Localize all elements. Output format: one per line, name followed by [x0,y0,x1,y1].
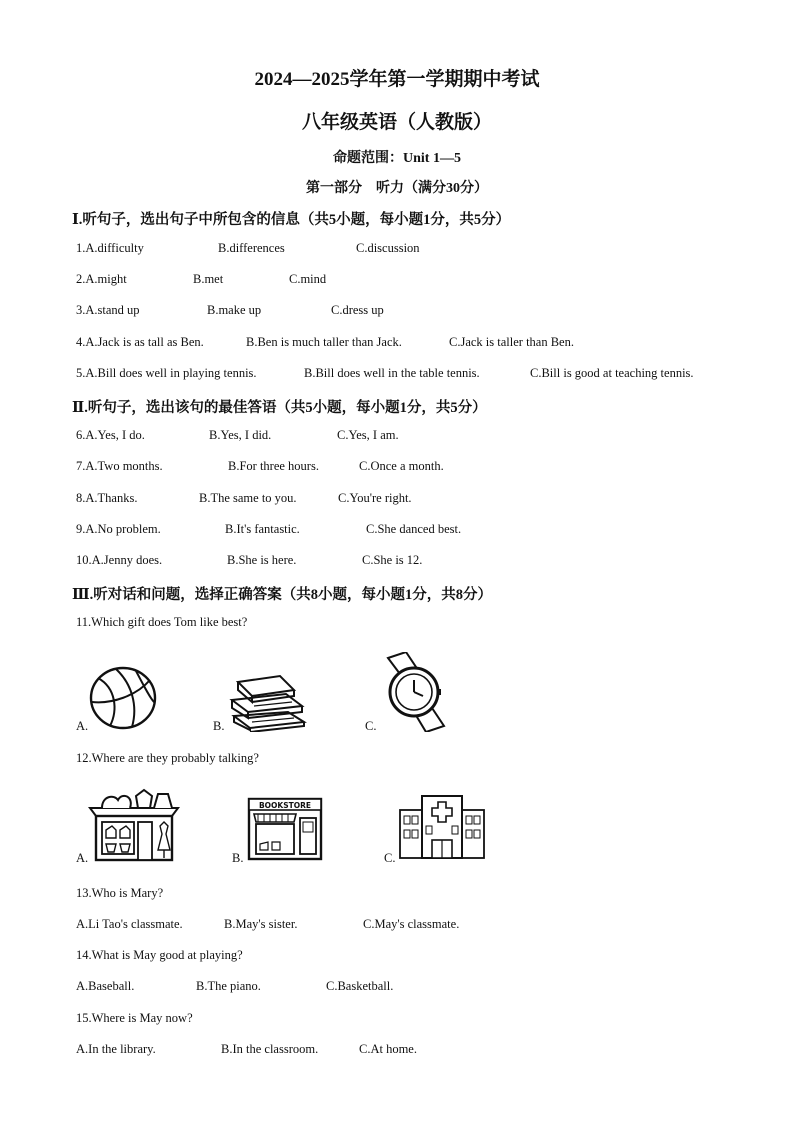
option-b: B.It's fantastic. [225,522,300,536]
exam-scope: 命题范围：Unit 1—5 [333,151,461,166]
option-a: 1.A.difficulty [76,241,144,255]
q12-label-a: A. [76,851,89,865]
option-c: C.Basketball. [326,979,394,993]
option-c: C.Bill is good at teaching tennis. [530,366,694,380]
books-icon [228,672,310,732]
option-c: C.You're right. [338,491,412,505]
section-3-heading: Ⅲ.听对话和问题，选择正确答案（共8小题，每小题1分，共8分） [72,587,493,603]
option-b: B.Bill does well in the table tennis. [304,366,480,380]
option-c: C.She danced best. [366,522,462,536]
option-b: B.The piano. [196,979,261,993]
option-a: 8.A.Thanks. [76,491,138,505]
option-a: 10.A.Jenny does. [76,553,163,567]
option-c: C.She is 12. [362,553,423,567]
q12-label-b: B. [232,851,244,865]
option-b: B.Ben is much taller than Jack. [246,335,402,349]
question-15-stem: 15.Where is May now? [76,1011,193,1025]
q11-label-c: C. [365,719,377,733]
clothes-store-icon [88,786,180,862]
option-c: C.May's classmate. [363,917,460,931]
option-a: A.Li Tao's classmate. [76,917,183,931]
option-a: 5.A.Bill does well in playing tennis. [76,366,257,380]
option-c: C.Jack is taller than Ben. [449,335,574,349]
option-a: 9.A.No problem. [76,522,161,536]
q12-label-c: C. [384,851,396,865]
basketball-icon [88,666,158,730]
part-heading: 第一部分 听力（满分30分） [306,181,488,196]
section-2-heading: Ⅱ.听句子，选出该句的最佳答语（共5小题，每小题1分，共5分） [72,400,487,416]
option-a: 4.A.Jack is as tall as Ben. [76,335,204,349]
option-b: B.met [193,272,224,286]
option-c: C.dress up [331,303,384,317]
option-b: B.For three hours. [228,459,319,473]
section-1-heading: Ⅰ.听句子，选出句子中所包含的信息（共5小题，每小题1分，共5分） [72,212,511,228]
option-c: C.Once a month. [359,459,444,473]
q11-label-a: A. [76,719,89,733]
option-b: B.May's sister. [224,917,298,931]
option-a: A.Baseball. [76,979,135,993]
option-b: B.In the classroom. [221,1042,319,1056]
question-11-stem: 11.Which gift does Tom like best? [76,615,248,629]
option-b: B.She is here. [227,553,297,567]
q11-label-b: B. [213,719,225,733]
option-b: B.make up [207,303,262,317]
watch-icon [378,652,448,732]
option-a: 3.A.stand up [76,303,140,317]
hospital-icon [398,794,486,860]
exam-subtitle: 八年级英语（人教版） [301,112,492,133]
option-a: A.In the library. [76,1042,156,1056]
option-b: B.The same to you. [199,491,297,505]
bookstore-icon [246,796,324,862]
option-c: C.At home. [359,1042,417,1056]
question-14-stem: 14.What is May good at playing? [76,948,243,962]
option-c: C.Yes, I am. [337,428,399,442]
option-a: 6.A.Yes, I do. [76,428,145,442]
option-b: B.differences [218,241,285,255]
option-c: C.mind [289,272,327,286]
question-13-stem: 13.Who is Mary? [76,886,164,900]
bookstore-sign: BOOKSTORE [258,801,312,810]
option-a: 7.A.Two months. [76,459,163,473]
exam-title: 2024—2025学年第一学期期中考试 [254,69,540,90]
option-a: 2.A.might [76,272,127,286]
option-b: B.Yes, I did. [209,428,272,442]
question-12-stem: 12.Where are they probably talking? [76,751,259,765]
option-c: C.discussion [356,241,420,255]
